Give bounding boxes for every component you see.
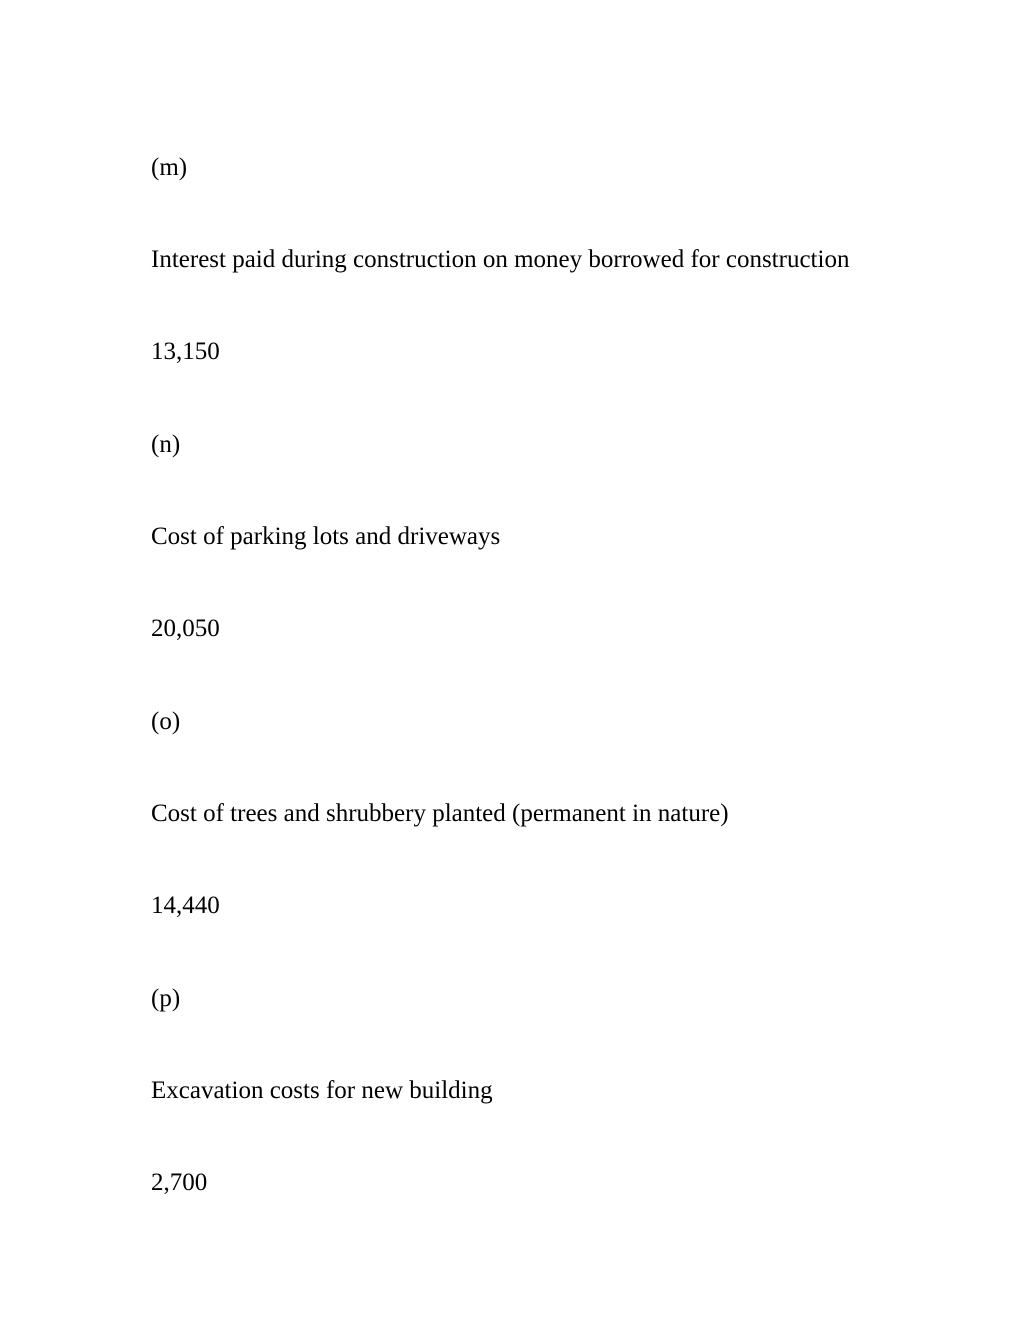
- item-m-amount: 13,150: [151, 338, 220, 365]
- item-p-amount: 2,700: [151, 1169, 208, 1196]
- item-p-letter: (p): [151, 985, 181, 1012]
- item-n-letter: (n): [151, 431, 181, 458]
- item-m-description: Interest paid during construction on money borrowed for construction: [151, 246, 850, 273]
- item-o-amount: 14,440: [151, 892, 220, 919]
- item-n-description: Cost of parking lots and driveways: [151, 523, 501, 550]
- item-p-description: Excavation costs for new building: [151, 1077, 493, 1104]
- item-o-letter: (o): [151, 708, 181, 735]
- item-n-amount: 20,050: [151, 615, 220, 642]
- item-o-description: Cost of trees and shrubbery planted (permanent in nature): [151, 800, 729, 827]
- item-m-letter: (m): [151, 154, 188, 181]
